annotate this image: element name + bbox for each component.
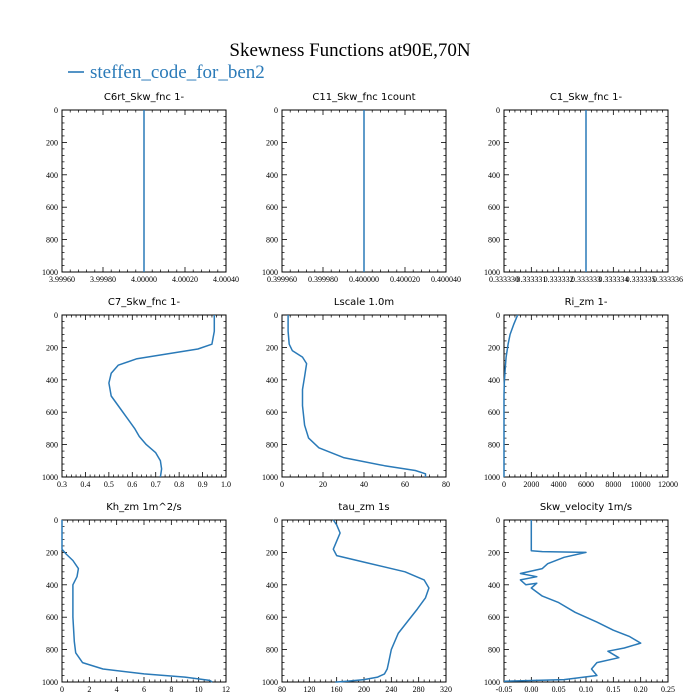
x-tick-label: 0.400020 xyxy=(390,275,420,284)
y-tick-label: 400 xyxy=(266,170,278,180)
x-tick-label: 120 xyxy=(303,685,316,694)
panel-title: Kh_zm 1m^2/s xyxy=(106,502,182,513)
plot-frame xyxy=(504,315,668,477)
y-tick-label: 400 xyxy=(266,375,278,385)
x-tick-label: 2 xyxy=(87,685,92,694)
series-line xyxy=(288,315,425,477)
y-tick-label: 1000 xyxy=(262,473,278,482)
panel-title: C1_Skw_fnc 1- xyxy=(549,92,623,103)
figure-title: Skewness Functions at90E,70N xyxy=(229,40,471,61)
x-tick-label: 80 xyxy=(442,480,450,489)
x-tick-label: 6000 xyxy=(578,480,594,489)
plot-frame xyxy=(62,520,226,682)
y-tick-label: 400 xyxy=(488,170,500,180)
y-tick-label: 0 xyxy=(54,106,58,115)
x-tick-label: 3.99980 xyxy=(90,275,116,284)
y-tick-label: 1000 xyxy=(42,473,58,482)
legend-label: steffen_code_for_ben2 xyxy=(90,62,265,83)
y-tick-label: 800 xyxy=(488,645,500,655)
y-tick-label: 200 xyxy=(266,548,278,558)
panel-kh-zm xyxy=(42,502,230,694)
y-tick-label: 0 xyxy=(496,516,500,525)
x-tick-label: 4.00020 xyxy=(172,275,198,284)
y-tick-label: 600 xyxy=(46,408,58,418)
x-tick-label: 0.333333 xyxy=(571,275,601,284)
y-tick-label: 600 xyxy=(46,203,58,213)
x-tick-label: 2000 xyxy=(523,480,540,489)
panels xyxy=(42,92,683,694)
y-tick-label: 800 xyxy=(266,645,278,655)
y-tick-label: 400 xyxy=(266,580,278,590)
x-tick-label: -0.05 xyxy=(495,685,513,694)
plot-frame xyxy=(62,315,226,477)
plot-frame xyxy=(504,520,668,682)
x-tick-label: 0.333332 xyxy=(543,275,574,284)
panel-c6rt-skw-fnc xyxy=(42,92,239,284)
x-tick-label: 0.8 xyxy=(174,480,185,489)
y-tick-label: 200 xyxy=(488,343,500,353)
x-tick-label: 0.399960 xyxy=(267,275,297,284)
y-tick-label: 0 xyxy=(496,311,500,320)
x-tick-label: 0.7 xyxy=(150,480,161,489)
panel-title: tau_zm 1s xyxy=(338,502,390,513)
y-tick-label: 200 xyxy=(46,548,58,558)
y-tick-label: 400 xyxy=(488,375,500,385)
panel-title: C11_Skw_fnc 1count xyxy=(312,92,416,103)
x-tick-label: 200 xyxy=(358,685,370,694)
panel-title: Lscale 1.0m xyxy=(333,297,395,308)
x-tick-label: 0 xyxy=(502,480,506,489)
y-tick-label: 0 xyxy=(54,311,58,320)
legend xyxy=(68,62,265,83)
series-line xyxy=(62,520,212,682)
y-tick-label: 600 xyxy=(488,408,500,418)
x-tick-label: 0.25 xyxy=(661,685,675,694)
x-tick-label: 60 xyxy=(401,480,409,489)
y-tick-label: 0 xyxy=(54,516,58,525)
panel-skw-velocity xyxy=(484,502,675,694)
y-tick-label: 600 xyxy=(266,408,278,418)
x-tick-label: 0.333334 xyxy=(598,275,629,284)
series-line xyxy=(109,315,214,477)
y-tick-label: 400 xyxy=(46,375,58,385)
x-tick-label: 0 xyxy=(280,480,284,489)
x-tick-label: 12000 xyxy=(658,480,678,489)
x-tick-label: 0.333336 xyxy=(653,275,683,284)
x-tick-label: 4000 xyxy=(550,480,567,489)
x-tick-label: 3.99960 xyxy=(49,275,75,284)
x-tick-label: 20 xyxy=(319,480,327,489)
y-tick-label: 800 xyxy=(488,440,500,450)
y-tick-label: 1000 xyxy=(42,268,58,277)
panel-lscale xyxy=(262,297,450,489)
panel-title: Ri_zm 1- xyxy=(564,297,608,308)
y-tick-label: 200 xyxy=(266,343,278,353)
x-tick-label: 280 xyxy=(412,685,425,694)
y-tick-label: 800 xyxy=(266,235,278,245)
x-tick-label: 0.399980 xyxy=(308,275,338,284)
x-tick-label: 0.400040 xyxy=(431,275,461,284)
x-tick-label: 4.00040 xyxy=(213,275,239,284)
y-tick-label: 600 xyxy=(46,613,58,623)
y-tick-label: 200 xyxy=(46,343,58,353)
x-tick-label: 240 xyxy=(385,685,398,694)
y-tick-label: 200 xyxy=(488,548,500,558)
series-line xyxy=(333,520,429,682)
panel-c1-skw-fnc xyxy=(484,92,683,284)
y-tick-label: 800 xyxy=(46,235,58,245)
y-tick-label: 800 xyxy=(46,645,58,655)
x-tick-label: 10000 xyxy=(630,480,651,489)
x-tick-label: 0.20 xyxy=(633,685,648,694)
y-tick-label: 800 xyxy=(488,235,500,245)
y-tick-label: 1000 xyxy=(262,678,278,687)
y-tick-label: 200 xyxy=(266,138,278,148)
x-tick-label: 6 xyxy=(142,685,146,694)
x-tick-label: 320 xyxy=(440,685,452,694)
x-tick-label: 0.3 xyxy=(57,480,67,489)
panel-title: Skw_velocity 1m/s xyxy=(539,502,633,513)
y-tick-label: 0 xyxy=(274,516,278,525)
plot-frame xyxy=(282,520,446,682)
x-tick-label: 80 xyxy=(278,685,286,694)
x-tick-label: 0.5 xyxy=(103,480,114,489)
x-tick-label: 0.10 xyxy=(579,685,593,694)
y-tick-label: 800 xyxy=(266,440,278,450)
y-tick-label: 600 xyxy=(488,203,500,213)
x-tick-label: 0.333331 xyxy=(516,275,547,284)
x-tick-label: 12 xyxy=(222,685,230,694)
panel-title: C7_Skw_fnc 1- xyxy=(107,297,181,308)
y-tick-label: 0 xyxy=(274,106,278,115)
x-tick-label: 4 xyxy=(114,685,119,694)
y-tick-label: 0 xyxy=(274,311,278,320)
x-tick-label: 0.333335 xyxy=(625,275,656,284)
y-tick-label: 600 xyxy=(266,613,278,623)
panel-ri-zm xyxy=(484,297,678,489)
y-tick-label: 0 xyxy=(496,106,500,115)
panel-tau-zm xyxy=(262,502,452,694)
x-tick-label: 0.15 xyxy=(606,685,621,694)
x-tick-label: 0.333330 xyxy=(489,275,519,284)
y-tick-label: 1000 xyxy=(484,678,500,687)
y-tick-label: 400 xyxy=(46,580,58,590)
y-tick-label: 1000 xyxy=(484,268,500,277)
x-tick-label: 10 xyxy=(194,685,203,694)
plot-frame xyxy=(282,315,446,477)
series-line xyxy=(504,315,518,477)
y-tick-label: 200 xyxy=(488,138,500,148)
panel-c11-skw-fnc xyxy=(262,92,461,284)
y-tick-label: 1000 xyxy=(42,678,58,687)
x-tick-label: 0 xyxy=(60,685,64,694)
x-tick-label: 1.0 xyxy=(221,480,231,489)
x-tick-label: 8 xyxy=(169,685,174,694)
y-tick-label: 600 xyxy=(266,203,278,213)
x-tick-label: 0.00 xyxy=(524,685,539,694)
x-tick-label: 0.4 xyxy=(80,480,91,489)
x-tick-label: 0.400000 xyxy=(349,275,379,284)
x-tick-label: 8000 xyxy=(605,480,622,489)
y-tick-label: 200 xyxy=(46,138,58,148)
y-tick-label: 400 xyxy=(46,170,58,180)
series-line xyxy=(504,520,641,681)
x-tick-label: 0.9 xyxy=(197,480,208,489)
x-tick-label: 4.00000 xyxy=(131,275,157,284)
y-tick-label: 1000 xyxy=(262,268,278,277)
x-tick-label: 0.6 xyxy=(127,480,138,489)
panel-title: C6rt_Skw_fnc 1- xyxy=(103,92,185,103)
x-tick-label: 40 xyxy=(360,480,368,489)
y-tick-label: 800 xyxy=(46,440,58,450)
x-tick-label: 0.05 xyxy=(551,685,566,694)
y-tick-label: 400 xyxy=(488,580,500,590)
panel-c7-skw-fnc xyxy=(42,297,231,489)
y-tick-label: 600 xyxy=(488,613,500,623)
x-tick-label: 160 xyxy=(330,685,343,694)
y-tick-label: 1000 xyxy=(484,473,500,482)
